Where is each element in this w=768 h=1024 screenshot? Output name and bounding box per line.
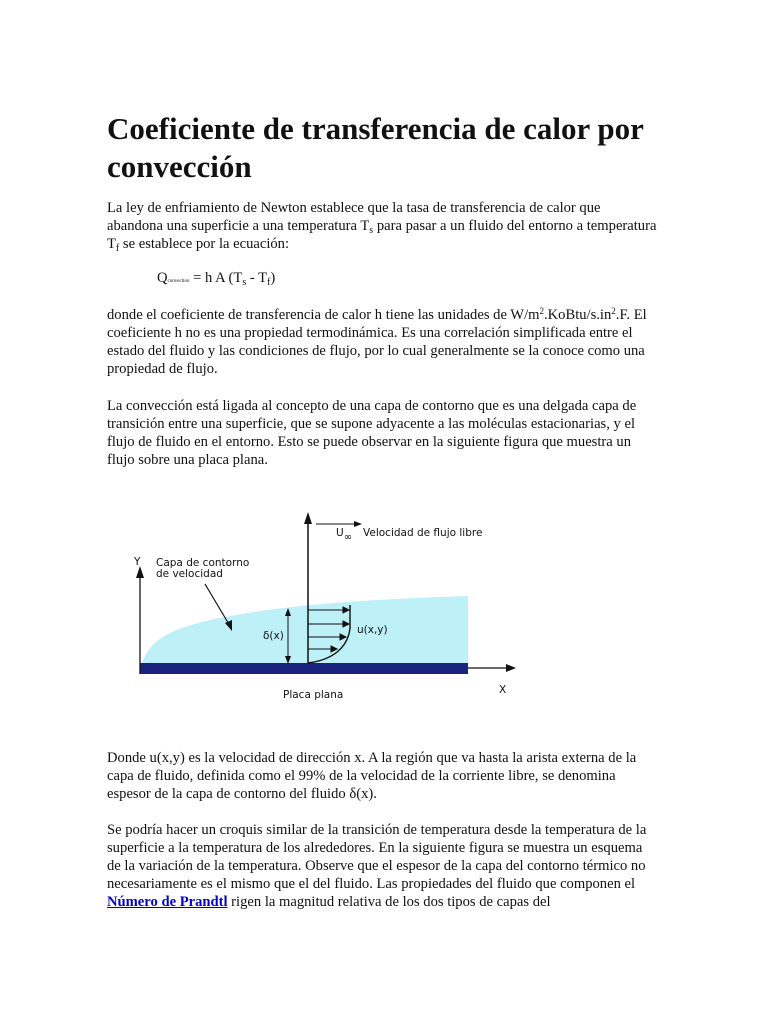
subscript: s [369, 225, 374, 236]
eq-q: Q [157, 270, 168, 286]
equation [157, 270, 275, 287]
u-infinity-label [336, 527, 352, 543]
delta-label: δ(x) [263, 630, 284, 642]
boundary-layer-label-line1: Capa de contorno [156, 557, 250, 569]
free-flow-label: Velocidad de flujo libre [363, 527, 483, 539]
eq-f-subscript: f [267, 277, 271, 288]
prandtl-number-link[interactable]: Número de Prandtl [107, 894, 228, 910]
paragraph-coefficient-units [107, 306, 659, 378]
paragraph-velocity-definition: Donde u(x,y) es la velocidad de dirección x. A la región que va hasta la arista externa de la capa de fluido, definida como el 99% de la velocidad de la corriente libre, se denomina espesor de la capa de contorno del fluido δ(x). [107, 750, 637, 802]
y-axis-label: Y [134, 556, 141, 568]
u-xy-label: u(x,y) [357, 624, 388, 636]
text: donde el coeficiente de transferencia de calor h tiene las unidades de W/m [107, 307, 540, 323]
page-title: Coeficiente de transferencia de calor por convección [107, 111, 644, 184]
eq-part: - T [246, 270, 268, 286]
text: .KoBtu/s.in [543, 307, 612, 323]
x-axis-label: X [499, 684, 507, 696]
paragraph-thermal-layer [107, 821, 659, 911]
reference-arrowhead [304, 512, 312, 524]
text: .F. El coeficiente h no es una propiedad termodinámica. Es una correlación simplificada entre el estado del fluido y las condiciones de flujo, por lo cual generalmente se la conoce como una propiedad de flujo. [107, 307, 647, 377]
eq-part: ) [270, 270, 276, 286]
text: se establece por la ecuación: [119, 236, 290, 252]
boundary-layer-fluid [142, 596, 468, 663]
eq-s-subscript: s [242, 277, 247, 288]
text: rigen la magnitud relativa de los dos tipos de capas del [227, 894, 551, 910]
superscript: 2 [611, 306, 616, 316]
plate-label: Placa plana [283, 689, 344, 701]
x-axis-arrowhead [506, 664, 516, 672]
paragraph-boundary-layer: La convección está ligada al concepto de una capa de contorno que es una delgada capa de transición entre una superficie, que se supone adyacente a las moléculas estacionarias, y el flujo de fluido en el entorno. Esto se puede observar en la siguiente figura que muestra un flujo sobre una placa plana. [107, 398, 637, 468]
flat-plate [140, 663, 468, 674]
text: Se podría hacer un croquis similar de la transición de temperatura desde la temperatura de la superficie a la temperatura de los alrededores. En la siguiente figura se muestra un esquema de la variación de la temperatura. Observe que el espesor de la capa del contorno térmico no necesariamente es el mismo que el del fluido. Las propiedades del fluido que componen el [107, 822, 647, 892]
u-infinity-subscript: ∞ [343, 532, 353, 543]
paragraph-newton-law [107, 199, 659, 253]
subscript: f [115, 243, 120, 254]
boundary-layer-label-line2: de velocidad [156, 568, 223, 580]
text: para pasar a un fluido del entorno a temperatura T [107, 218, 657, 252]
u-label: U [336, 527, 344, 539]
eq-q-subscript: convection [167, 279, 190, 284]
superscript: 2 [539, 306, 544, 316]
text: La ley de enfriamiento de Newton establece que la tasa de transferencia de calor que abandona una superficie a una temperatura T [107, 200, 601, 234]
free-flow-arrowhead [354, 521, 362, 527]
eq-part: = h A (T [189, 270, 243, 286]
boundary-layer-diagram [120, 500, 540, 710]
